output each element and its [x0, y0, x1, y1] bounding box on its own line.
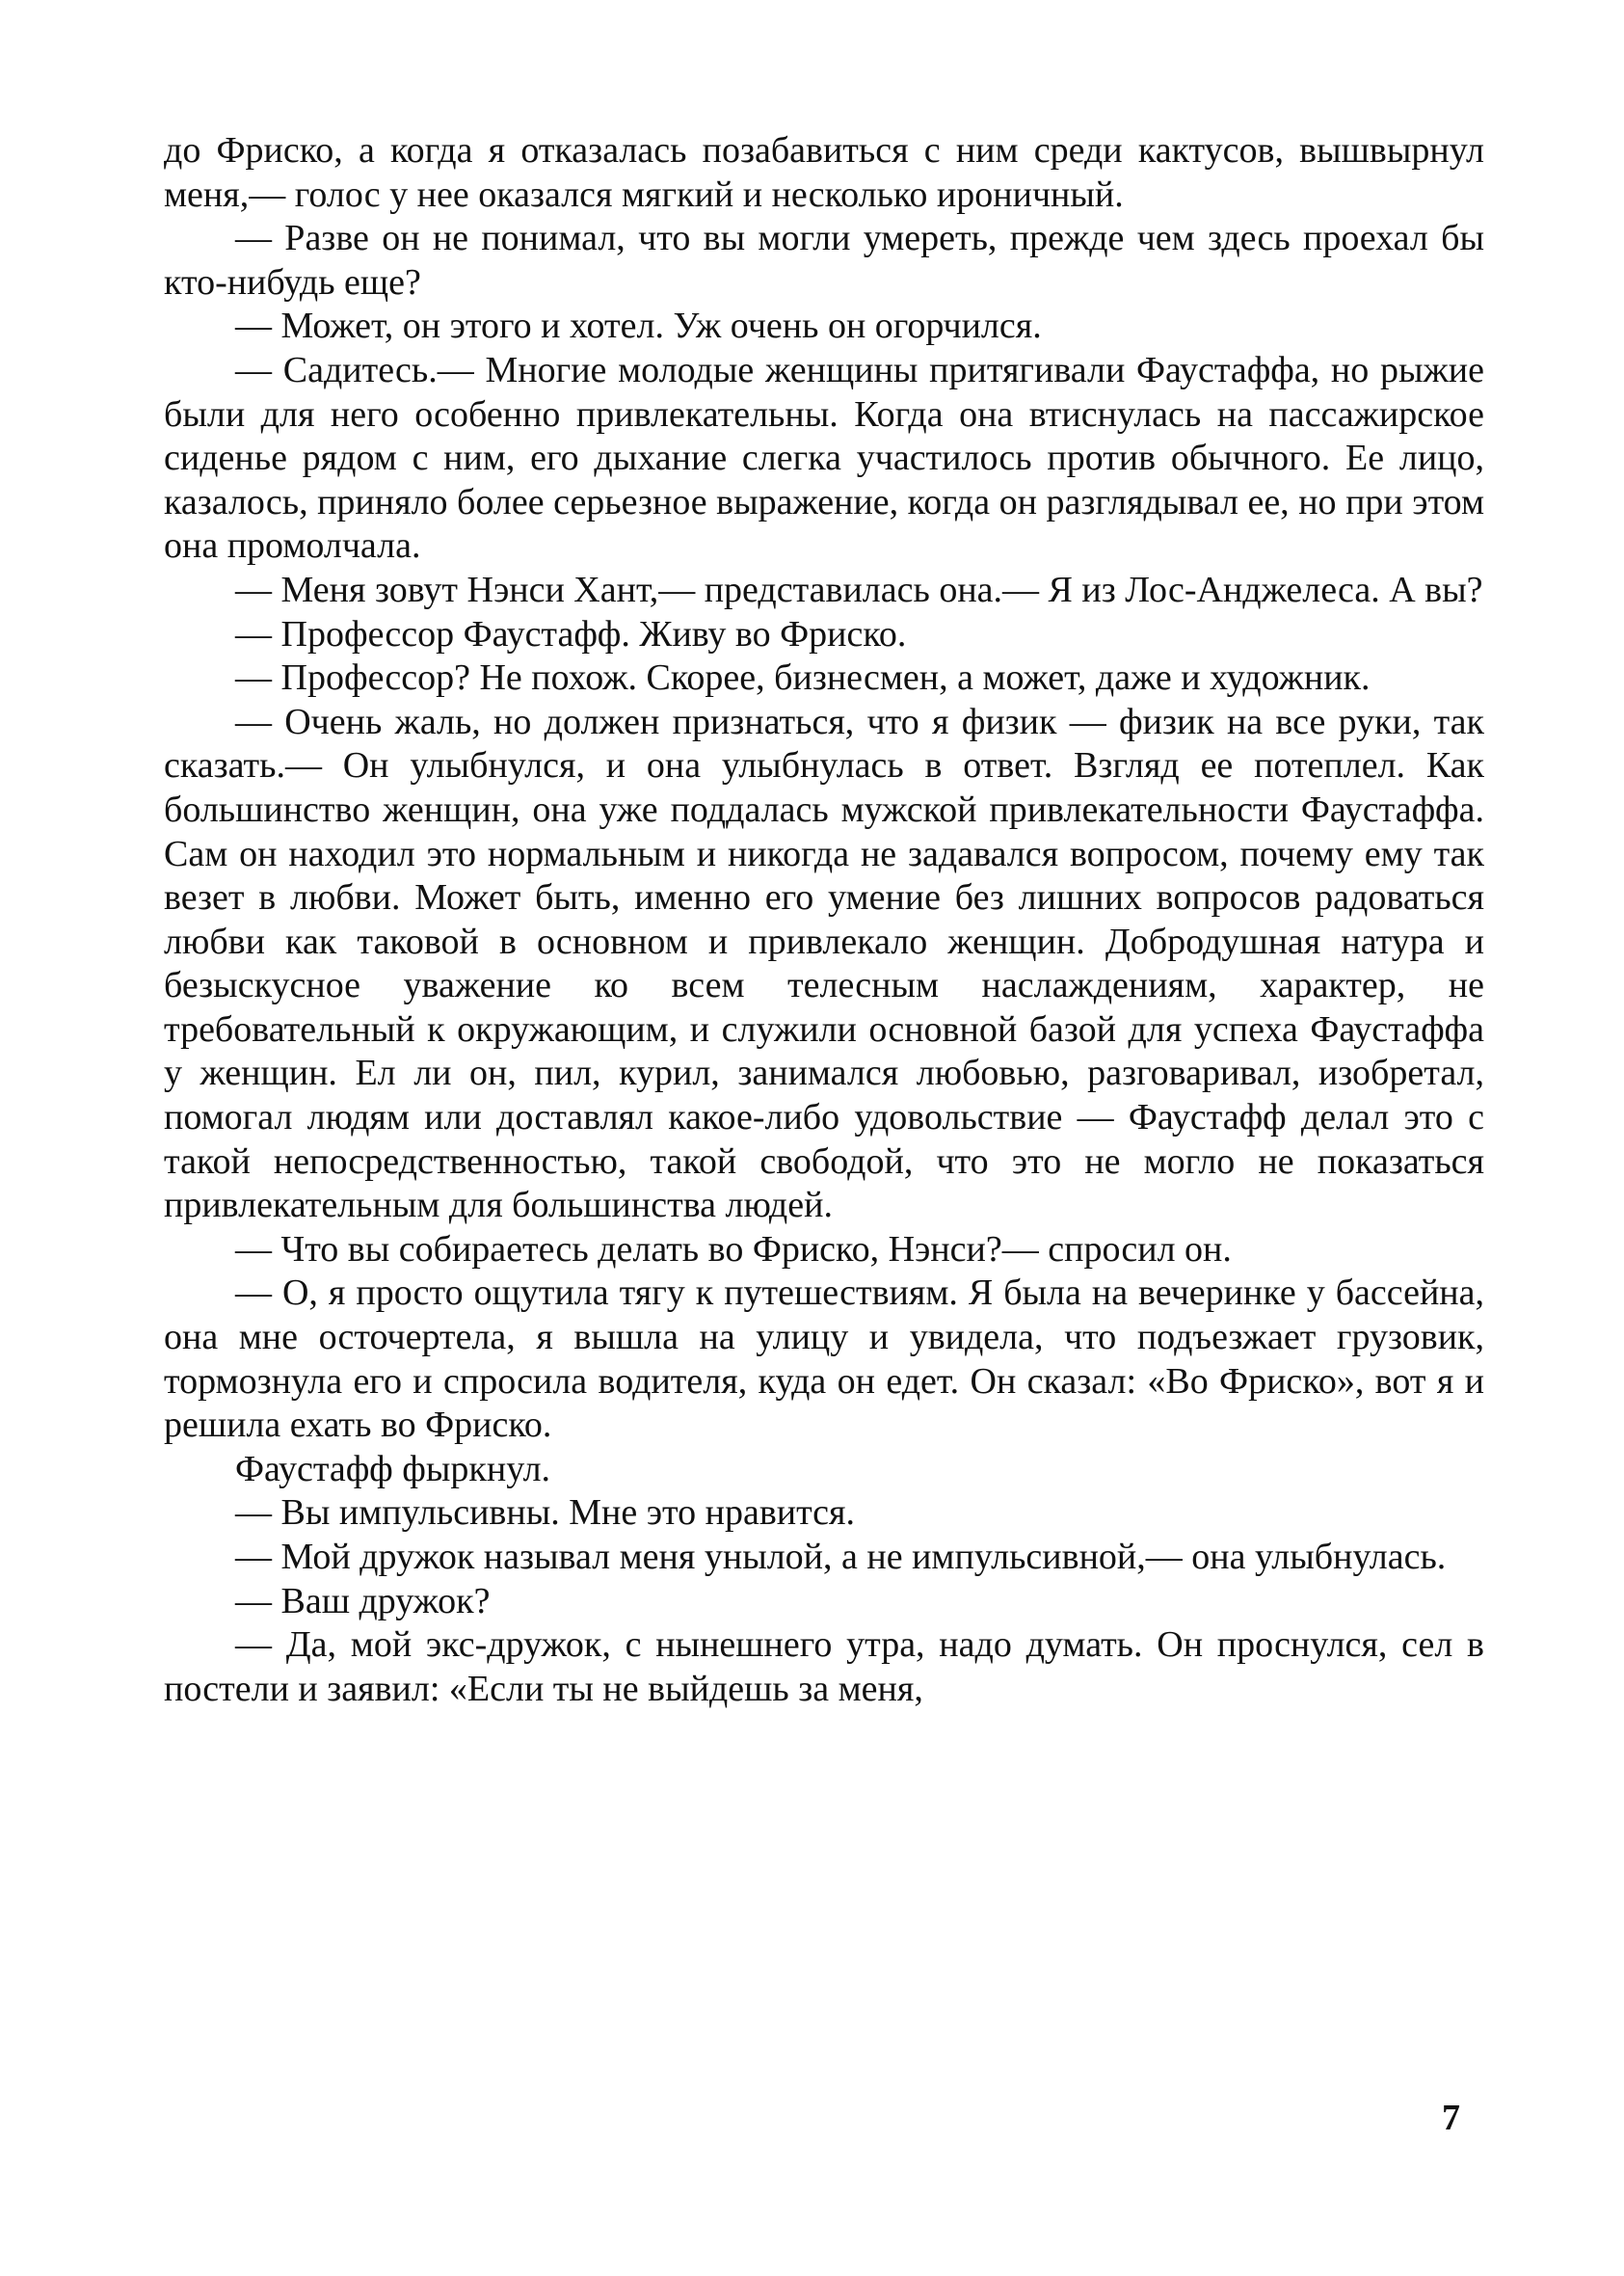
- paragraph-11: Фаустафф фыркнул.: [235, 1448, 551, 1489]
- paragraph-8: — Очень жаль, но должен признаться, что я физик — физик на все руки, так сказать.— Он улыбнулся, и она улыбнулась в ответ. Взгляд ее потеплел. Как большинство женщин, она уже поддалась мужской привлекательности Фаустаффа. Сам он находил это нормальным и никогда не задавался вопросом, почему ему так везет в любви. Может быть, именно его умение без лишних вопросов радоваться любви как таковой в основном и привлекало женщин. Добродушная натура и безыскусное уважение ко всем телесным наслаждениям, характер, не требовательный к окружающим, и служили основной базой для успеха Фаустаффа у женщин. Ел ли он, пил, курил, занимался любовью, разговаривал, изобретал, помогал людям или доставлял какое-либо удовольствие — Фаустафф делал это с такой непосредственностью, такой свободой, что это не могло не показаться привлекательным для большинства людей.: [164, 701, 1484, 1226]
- paragraph-2: — Разве он не понимал, что вы могли умереть, прежде чем здесь проехал бы кто-нибудь еще?: [164, 218, 1484, 303]
- paragraph-6: — Профессор Фаустафф. Живу во Фриско.: [235, 613, 907, 655]
- paragraph-4: — Садитесь.— Многие молодые женщины притягивали Фаустаффа, но рыжие были для него особенно привлекательны. Когда она втиснулась на пассажирское сиденье рядом с ним, его дыхание слегка участилось против обычного. Ее лицо, казалось, приняло более серьезное выражение, когда он разглядывал ее, но при этом она промолчала.: [164, 349, 1484, 567]
- paragraph-15: — Да, мой экс-дружок, с нынешнего утра, надо думать. Он проснулся, сел в постели и заявил: «Если ты не выйдешь за меня,: [164, 1624, 1484, 1709]
- paragraph-10: — О, я просто ощутила тягу к путешествиям. Я была на вечеринке у бассейна, она мне осточертела, я вышла на улицу и увидела, что подъезжает грузовик, тормознула его и спросила водителя, куда он едет. Он сказал: «Во Фриско», вот я и решила ехать во Фриско.: [164, 1272, 1484, 1446]
- paragraph-1: до Фриско, а когда я отказалась позабавиться с ним среди кактусов, вышвырнул меня,— голос у нее оказался мягкий и несколько ироничный.: [164, 130, 1484, 215]
- paragraph-14: — Ваш дружок?: [235, 1580, 491, 1621]
- paragraph-7: — Профессор? Не похож. Скорее, бизнесмен, а может, даже и художник.: [235, 657, 1371, 699]
- paragraph-13: — Мой дружок называл меня унылой, а не импульсивной,— она улыбнулась.: [235, 1537, 1447, 1577]
- paragraph-9: — Что вы собираетесь делать во Фриско, Нэнси?— спросил он.: [235, 1228, 1232, 1270]
- paragraph-5: — Меня зовут Нэнси Хант,— представилась она.— Я из Лос-Анджелеса. А вы?: [235, 569, 1483, 610]
- paragraph-3: — Может, он этого и хотел. Уж очень он огорчился.: [235, 306, 1042, 347]
- paragraph-12: — Вы импульсивны. Мне это нравится.: [235, 1492, 856, 1534]
- page-number: 7: [1442, 2098, 1460, 2138]
- document-body: [164, 129, 1484, 1711]
